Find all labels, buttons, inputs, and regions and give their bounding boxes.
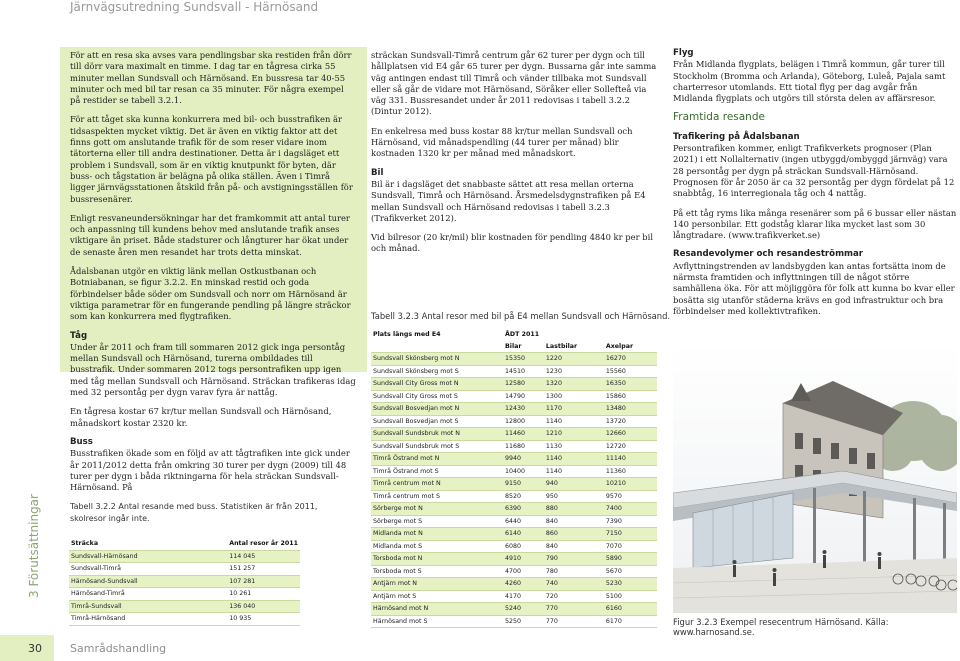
table-cell: 136 040 xyxy=(227,600,300,613)
table-cell: 12580 xyxy=(503,378,544,391)
table-cell: 10 261 xyxy=(227,588,300,601)
table-header-cell: Antal resor år 2011 xyxy=(227,538,300,550)
table-row xyxy=(69,600,300,613)
table-cell: 770 xyxy=(544,603,604,616)
table-row xyxy=(69,613,300,626)
table-cell: Sörberge mot S xyxy=(371,515,503,528)
table-cell: 107 281 xyxy=(227,575,300,588)
table-cell: 13480 xyxy=(604,403,657,416)
table-cell: 7390 xyxy=(604,515,657,528)
paragraph: Persontrafiken kommer, enligt Trafikverkets prognoser (Plan 2021) i ett Nollalternativ (ingen utbyggd/ombyggd järnväg) vara 28 persontåg per dygn på sträckan Sundsvall-Härnösand. xyxy=(673,143,948,176)
table-cell: 950 xyxy=(544,490,604,503)
chapter-label: 3 Förutsättningar xyxy=(27,494,41,598)
table-cell: 15350 xyxy=(503,353,544,366)
table-cell: 6080 xyxy=(503,540,544,553)
table-header-row xyxy=(371,341,657,353)
table-cell: 9940 xyxy=(503,453,544,466)
table-cell: Timrå-Härnösand xyxy=(69,613,227,626)
table-row xyxy=(371,465,657,478)
table-cell: Torsboda mot S xyxy=(371,565,503,578)
table-cell: 11140 xyxy=(604,453,657,466)
table-cell: 1210 xyxy=(544,428,604,441)
section-heading-trafikering: Trafikering på Ådalsbanan xyxy=(673,131,800,142)
table-cell: 4260 xyxy=(503,578,544,591)
table-cell: 1140 xyxy=(544,453,604,466)
table-cell: 1320 xyxy=(544,378,604,391)
table-row xyxy=(371,540,657,553)
table-cell: 5890 xyxy=(604,553,657,566)
paragraph: För att en resa ska avses vara pendlingsbar ska restiden från dörr till dörr vara maximalt en timme. I dag tar en tågresa cirka 55 minuter mellan Sundsvall och Härnösand. En bussresa tar 40-55 minuter och med bil tar resan ca 35 minuter. För några exempel på restider se tabell 3.2.1. xyxy=(70,50,352,106)
table-row xyxy=(69,575,300,588)
table-cell: Sundsvall City Gross mot N xyxy=(371,378,503,391)
table-cell: 770 xyxy=(544,615,604,628)
table-cell: Timrå-Sundsvall xyxy=(69,600,227,613)
table-cell: Härnösand mot S xyxy=(371,615,503,628)
table-row xyxy=(371,353,657,366)
table-cell: Sundsvall City Gross mot S xyxy=(371,390,503,403)
table-row xyxy=(371,565,657,578)
table-cell: 15560 xyxy=(604,365,657,378)
table-cell: 6140 xyxy=(503,528,544,541)
table-cell: Midlanda mot N xyxy=(371,528,503,541)
table-row xyxy=(371,453,657,466)
table-cell: Härnösand-Timrå xyxy=(69,588,227,601)
paragraph: Under år 2011 och fram till sommaren 2012 gick inga persontåg mellan Sundsvall och Härnösand, turerna ombildades till busstrafik. Under sommaren 2012 togs persontrafiken upp igen med tåg mellan Sundsvall och Härnösand. Sträckan trafikeras idag med 32 persontåg per dygn varav fyra är nattåg. xyxy=(70,341,356,398)
column-left xyxy=(70,50,356,532)
table-row xyxy=(371,590,657,603)
table-cell: 880 xyxy=(544,503,604,516)
table-row xyxy=(371,515,657,528)
table-cell: 740 xyxy=(544,578,604,591)
table-cell: 780 xyxy=(544,565,604,578)
table-cell: 14510 xyxy=(503,365,544,378)
table-cell: 14790 xyxy=(503,390,544,403)
section-heading-bil: Bil xyxy=(371,167,384,178)
table-cell: Timrå centrum mot N xyxy=(371,478,503,491)
table-cell: 7070 xyxy=(604,540,657,553)
table-row xyxy=(371,415,657,428)
paragraph: Vid bilresor (20 kr/mil) blir kostnaden för pendling 4840 kr per bil och månad. xyxy=(371,232,653,254)
document-footer: Samrådshandling xyxy=(70,642,167,655)
section-heading-buss: Buss xyxy=(70,436,93,447)
paragraph: Från Midlanda flygplats, belägen i Timrå kommun, går turer till Stockholm (Bromma och Arlanda), Göteborg, Luleå, Pajala samt charterresor utomlands. Ett tiotal flyg per dag avgår från Midlanda flygplats och utgörs till största delen av affärsresor. xyxy=(673,59,946,104)
paragraph: En tågresa kostar 67 kr/tur mellan Sundsvall och Härnösand, månadskort kostar 2320 kr. xyxy=(70,406,332,428)
table-cell: 1140 xyxy=(544,465,604,478)
table-cell: 1140 xyxy=(544,415,604,428)
table-row xyxy=(371,578,657,591)
table-cell: 5250 xyxy=(503,615,544,628)
table-cell: Sörberge mot N xyxy=(371,503,503,516)
table-cell: 6170 xyxy=(604,615,657,628)
table-cell: Sundsvall Skönsberg mot S xyxy=(371,365,503,378)
table-cell: Sundsvall Sundsbruk mot S xyxy=(371,440,503,453)
table-cell: 840 xyxy=(544,540,604,553)
table-cell: 1300 xyxy=(544,390,604,403)
table-cell: Sundsvall Bosvedjan mot S xyxy=(371,415,503,428)
table-cell: 13720 xyxy=(604,415,657,428)
table-cell: 114 045 xyxy=(227,550,300,563)
column-middle xyxy=(371,50,657,263)
table-row xyxy=(371,440,657,453)
table-cell: 12720 xyxy=(604,440,657,453)
station-photo xyxy=(673,343,957,613)
table-cell: 6160 xyxy=(604,603,657,616)
table-cell: Timrå Östrand mot S xyxy=(371,465,503,478)
table-row xyxy=(371,390,657,403)
table-cell: 940 xyxy=(544,478,604,491)
table-row xyxy=(371,615,657,628)
section-heading-tag: Tåg xyxy=(70,330,88,341)
paragraph: sträckan Sundsvall-Timrå centrum går 62 turer per dygn och till hållplatsen vid E4 går 65 turer per dygn. Bussarna går inte samma väg antingen endast till Timrå och vänder tillbaka mot Sundsvall eller så går de vidare mot Härnösand, Söråker eller Sollefteå via väg 331. Bussresandet under år 2011 redovisas i tabell 3.2.2 (Dintur 2012). xyxy=(371,50,657,117)
table-row xyxy=(371,365,657,378)
station-illustration xyxy=(673,343,957,613)
paragraph: Busstrafiken ökade som en följd av att tågtrafiken inte gick under år 2011/2012 detta från omkring 30 turer per dygn (2009) till 48 turer per dygn i båda riktningarna för hela sträckan Sundsvall-Härnösand. På xyxy=(70,448,350,493)
table-header-cell: Axelpar xyxy=(604,341,657,353)
table-cell: 7400 xyxy=(604,503,657,516)
table-cell: 15860 xyxy=(604,390,657,403)
table-cell: 7150 xyxy=(604,528,657,541)
table-cell: 5230 xyxy=(604,578,657,591)
table-cell: 6440 xyxy=(503,515,544,528)
column-right xyxy=(673,48,958,325)
table-cell: 790 xyxy=(544,553,604,566)
table-caption: Tabell 3.2.2 Antal resande med buss. Statistiken är från 2011, skolresor ingår inte. xyxy=(70,502,318,523)
car-traffic-table xyxy=(371,329,657,628)
paragraph: För att tåget ska kunna konkurrera med bil- och busstrafiken är tidsaspekten mycket viktig. Det är även en viktig faktor att det finns gott om anslutande trafik för de som reser vidare inom tätorterna eller till andra destinationer. Detta är i dagsläget ett problem i Sundsvall, som är en viktig knutpunkt för byten, där buss- och tågstation är belägna på olika ställen. Även i Timrå ligger järnvägsstationen åtskild från på- och avstigningsställen för bussresenärer. xyxy=(70,114,353,204)
table-row xyxy=(371,490,657,503)
paragraph: En enkelresa med buss kostar 88 kr/tur mellan Sundsvall och Härnösand, vid månadspendling (44 turer per månad) blir kostnaden 1320 kr per månad med månadskort. xyxy=(371,125,633,159)
paragraph: Avflyttningstrenden av landsbygden kan antas fortsätta inom de närmsta framtiden och inflyttningen till de något större samhällena öka. För att möjliggöra för folk att kunna bo kvar eller bosätta sig utanför städerna krävs en god infrastruktur och bra förbindelser med kollektivtrafiken. xyxy=(673,260,955,316)
table-header-cell: Lastbilar xyxy=(544,341,604,353)
table-cell: Sundsvall Bosvedjan mot N xyxy=(371,403,503,416)
table-cell: 5670 xyxy=(604,565,657,578)
paragraph: Bil är i dagsläget det snabbaste sättet att resa mellan orterna Sundsvall, Timrå och Härnösand. Årsmedelsdygnstrafiken på E4 mellan Sundsvall och Härnösand redovisas i tabell 3.2.3 (Trafikverket 2012). xyxy=(371,178,646,223)
table-cell: Sundsvall Sundsbruk mot N xyxy=(371,428,503,441)
table-cell: Timrå centrum mot S xyxy=(371,490,503,503)
table-cell: 10 935 xyxy=(227,613,300,626)
table-cell: 8520 xyxy=(503,490,544,503)
table-cell: Timrå Östrand mot N xyxy=(371,453,503,466)
table-header-cell: Bilar xyxy=(503,341,544,353)
table-cell: 5100 xyxy=(604,590,657,603)
table-cell: 4700 xyxy=(503,565,544,578)
table-header-cell: Plats längs med E4 xyxy=(371,329,503,341)
table-header-row xyxy=(69,538,300,550)
table-cell: 16270 xyxy=(604,353,657,366)
table-cell: 9150 xyxy=(503,478,544,491)
table-cell: 720 xyxy=(544,590,604,603)
page-number-box xyxy=(0,635,54,661)
table-row xyxy=(69,550,300,563)
table-cell: 4910 xyxy=(503,553,544,566)
table-cell: 12660 xyxy=(604,428,657,441)
table-row xyxy=(371,378,657,391)
table-header-cell xyxy=(371,341,503,353)
section-heading-flyg: Flyg xyxy=(673,48,694,58)
paragraph: På ett tåg ryms lika många resenärer som på 6 bussar eller nästan 140 personbilar. Ett godståg klarar lika mycket last som 30 långtradare. (www.trafikverket.se) xyxy=(673,207,957,241)
table-cell: Torsboda mot N xyxy=(371,553,503,566)
table-cell: 6390 xyxy=(503,503,544,516)
table-caption: Tabell 3.2.3 Antal resor med bil på E4 mellan Sundsvall och Härnösand. xyxy=(371,311,671,321)
table-cell: 11680 xyxy=(503,440,544,453)
table-row xyxy=(371,503,657,516)
table-cell: 4170 xyxy=(503,590,544,603)
table-cell: Sundsvall-Timrå xyxy=(69,563,227,576)
table-cell: 5240 xyxy=(503,603,544,616)
table-row xyxy=(371,428,657,441)
table-cell: Härnösand mot N xyxy=(371,603,503,616)
table-cell: Härnösand-Sundsvall xyxy=(69,575,227,588)
page-number: 30 xyxy=(28,642,42,655)
table-row xyxy=(371,478,657,491)
table-cell: Sundsvall-Härnösand xyxy=(69,550,227,563)
section-heading-framtida: Framtida resande xyxy=(673,111,765,124)
table-cell: 16350 xyxy=(604,378,657,391)
table-cell: 12800 xyxy=(503,415,544,428)
table-row xyxy=(371,553,657,566)
table-cell: 1170 xyxy=(544,403,604,416)
table-body xyxy=(371,353,657,628)
table-row xyxy=(69,588,300,601)
paragraph: Prognosen för år 2050 är ca 32 persontåg per dygn fördelat på 12 snabbtåg, 16 interregionala tåg och 4 nattåg. xyxy=(673,176,955,199)
table-cell: 1130 xyxy=(544,440,604,453)
figure-caption: Figur 3.2.3 Exempel resecentrum Härnösand. Källa: www.harnosand.se. xyxy=(673,617,889,637)
table-cell: Midlanda mot S xyxy=(371,540,503,553)
table-row xyxy=(69,563,300,576)
bus-travel-table xyxy=(69,538,300,626)
table-row xyxy=(371,403,657,416)
document-header: Järnvägsutredning Sundsvall - Härnösand xyxy=(70,0,319,14)
table-row xyxy=(371,603,657,616)
table-row xyxy=(371,528,657,541)
table-cell: 11360 xyxy=(604,465,657,478)
table-cell: 9570 xyxy=(604,490,657,503)
table-cell: Antjärn mot S xyxy=(371,590,503,603)
table-cell: 1230 xyxy=(544,365,604,378)
table-cell: 860 xyxy=(544,528,604,541)
section-heading-resandevolymer: Resandevolymer och resandeströmmar xyxy=(673,249,864,260)
table-cell: 10210 xyxy=(604,478,657,491)
table-cell: 151 257 xyxy=(227,563,300,576)
table-cell: 11460 xyxy=(503,428,544,441)
paragraph: Ådalsbanan utgör en viktig länk mellan Ostkustbanan och Botniabanan, se figur 3.2.2. En minskad restid och goda förbindelser både söder om Sundsvall och norr om Härnösand är viktiga parametrar för en fungerande pendling på längre sträckor som kan konkurrera med flygtrafiken. xyxy=(70,266,351,322)
table-header-cell: Sträcka xyxy=(69,538,227,550)
paragraph: Enligt resvaneundersökningar har det framkommit att antal turer och anpassning till kundens behov med anslutande trafik anses viktigare än priset. Både stadsturer och långturer har ökat under de senaste åren men resandet har trots detta minskat. xyxy=(70,212,350,257)
table-cell: Sundsvall Skönsberg mot N xyxy=(371,353,503,366)
table-header-row xyxy=(371,329,657,341)
table-cell: 12430 xyxy=(503,403,544,416)
table-cell: Antjärn mot N xyxy=(371,578,503,591)
table-header-cell: ÅDT 2011 xyxy=(503,329,657,341)
table-cell: 1220 xyxy=(544,353,604,366)
table-cell: 840 xyxy=(544,515,604,528)
table-cell: 10400 xyxy=(503,465,544,478)
